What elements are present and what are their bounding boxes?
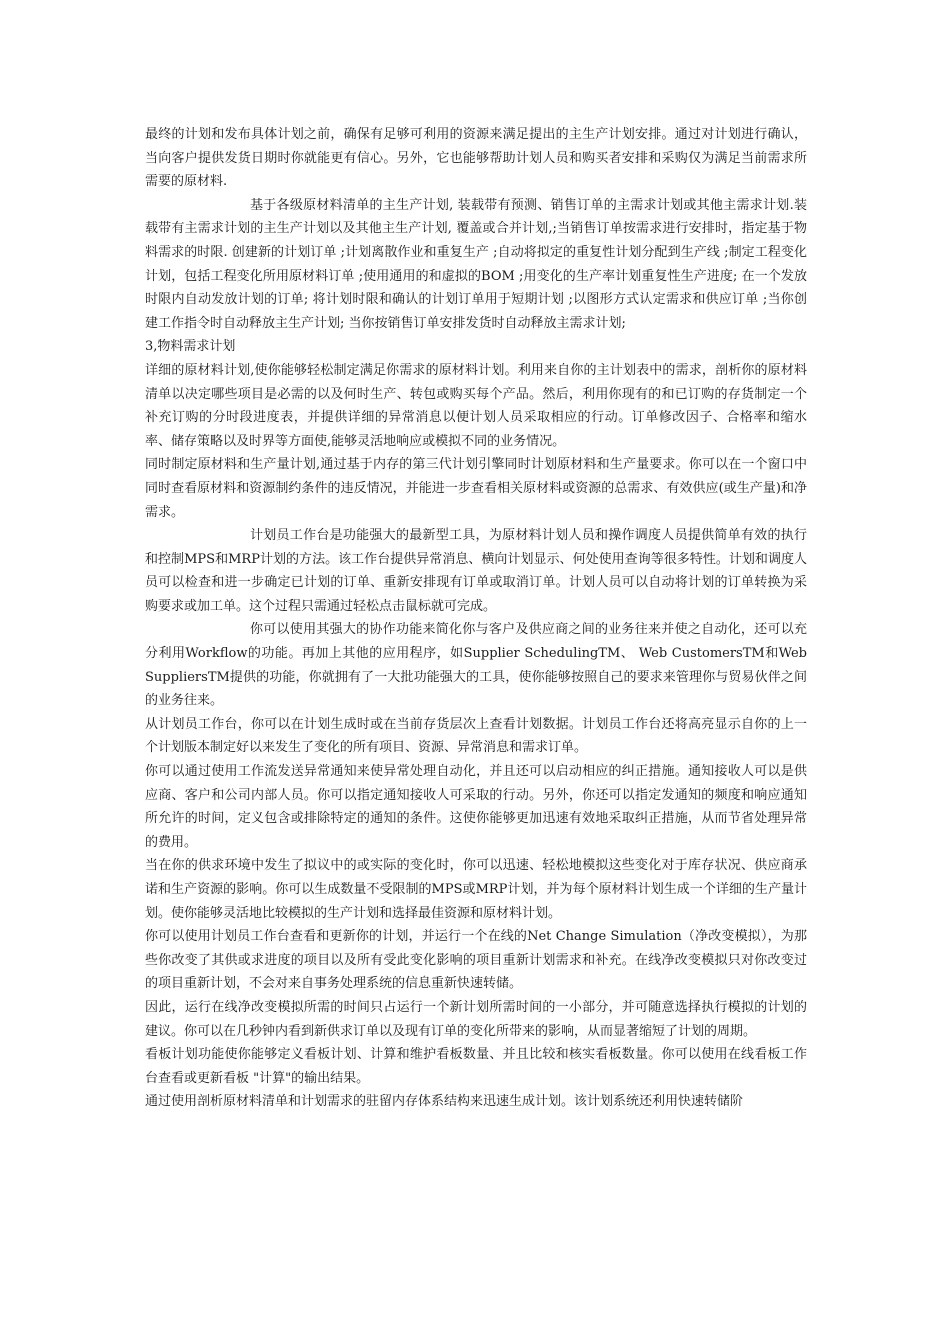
paragraph: 基于各级原材料清单的主生产计划, 装载带有预测、销售订单的主需求计划或其他主需求计划.装载带有主需求计划的主生产计划以及其他主生产计划, 覆盖或合并计划,;当销售订单按需求进行安排时，指定基于物料需求的时限. 创建新的计划订单 ;计划离散作业和重复生产 ;自动将拟定的重复性计划分配到生产线 ;制定工程变化计划，包括工程变化所用原材料订单 ;使用通用的和虚拟的BOM ;用变化的生产率计划重复性生产进度; 在一个发放时限内自动发放计划的订单; 将计划时限和确认的计划订单用于短期计划 ;以图形方式认定需求和供应订单 ;当你创建工作指令时自动释放主生产计划; 当你按销售订单安排发货时自动释放主需求计划; (145, 197, 807, 331)
paragraph: 你可以使用其强大的协作功能来简化你与客户及供应商之间的业务往来并使之自动化，还可以充分利用Workflow的功能。再加上其他的应用程序，如Supplier SchedulingTM、 Web CustomersTM和Web SuppliersTM提供的功能，你就拥有了一大批功能强大的工具，使你能够按照自己的要求来管理你与贸易伙伴之间的业务往来。 (145, 622, 807, 709)
paragraph: 当在你的供求环境中发生了拟议中的或实际的变化时，你可以迅速、轻松地模拟这些变化对于库存状况、供应商承诺和生产资源的影响。你可以生成数量不受限制的MPS或MRP计划，并为每个原材料计划生成一个详细的生产量计划。使你能够灵活地比较模拟的生产计划和选择最佳资源和原材料计划。 (145, 858, 807, 921)
paragraph: 你可以使用计划员工作台查看和更新你的计划，并运行一个在线的Net Change Simulation（净改变模拟），为那些你改变了其供或求进度的项目以及所有受此变化影响的项目重新计划需求和补充。在线净改变模拟只对你改变过的项目重新计划，不会对来自事务处理系统的信息重新快速转储。 (145, 929, 807, 992)
paragraph: 详细的原材料计划,使你能够轻松制定满足你需求的原材料计划。利用来自你的主计划表中的需求，剖析你的原材料清单以决定哪些项目是必需的以及何时生产、转包或购买每个产品。然后，利用你现有的和已订购的存货制定一个补充订购的分时段进度表，并提供详细的异常消息以便计划人员采取相应的行动。订单修改因子、合格率和缩水率、储存策略以及时界等方面使,能够灵活地响应或模拟不同的业务情况。 (145, 362, 807, 449)
paragraph: 3,物料需求计划 (145, 339, 236, 355)
paragraph: 因此，运行在线净改变模拟所需的时间只占运行一个新计划所需时间的一小部分，并可随意选择执行模拟的计划的建议。你可以在几秒钟内看到新供求订单以及现有订单的变化所带来的影响，从而显著缩短了计划的周期。 (145, 999, 807, 1039)
paragraph: 看板计划功能使你能够定义看板计划、计算和维护看板数量、并且比较和核实看板数量。你可以使用在线看板工作台查看或更新看板 "计算"的输出结果。 (145, 1047, 807, 1086)
document-body (145, 123, 807, 1114)
paragraph: 同时制定原材料和生产量计划,通过基于内存的第三代计划引擎同时计划原材料和生产量要求。你可以在一个窗口中同时查看原材料和资源制约条件的违反情况，并能进一步查看相关原材料或资源的总需求、有效供应(或生产量)和净需求。 (145, 457, 807, 520)
paragraph: 通过使用剖析原材料清单和计划需求的驻留内存体系结构来迅速生成计划。该计划系统还利用快速转储阶 (145, 1094, 744, 1110)
paragraph: 计划员工作台是功能强大的最新型工具，为原材料计划人员和操作调度人员提供简单有效的执行和控制MPS和MRP计划的方法。该工作台提供异常消息、横向计划显示、何处使用查询等很多特性。计划和调度人员可以检查和进一步确定已计划的订单、重新安排现有订单或取消订单。计划人员可以自动将计划的订单转换为采购要求或加工单。这个过程只需通过轻松点击鼠标就可完成。 (145, 528, 807, 614)
paragraph: 从计划员工作台，你可以在计划生成时或在当前存货层次上查看计划数据。计划员工作台还将高亮显示自你的上一个计划版本制定好以来发生了变化的所有项目、资源、异常消息和需求订单。 (145, 716, 807, 756)
paragraph: 你可以通过使用工作流发送异常通知来使异常处理自动化，并且还可以启动相应的纠正措施。通知接收人可以是供应商、客户和公司内部人员。你可以指定通知接收人可采取的行动。另外，你还可以指定发通知的频度和响应通知所允许的时间，定义包含或排除特定的通知的条件。这使你能够更加迅速有效地采取纠正措施，从而节省处理异常的费用。 (145, 764, 807, 850)
paragraph: 最终的计划和发布具体计划之前，确保有足够可利用的资源来满足提出的主生产计划安排。通过对计划进行确认，当向客户提供发货日期时你就能更有信心。另外，它也能够帮助计划人员和购买者安排和采购仅为满足当前需求所需要的原材料. (145, 127, 807, 190)
